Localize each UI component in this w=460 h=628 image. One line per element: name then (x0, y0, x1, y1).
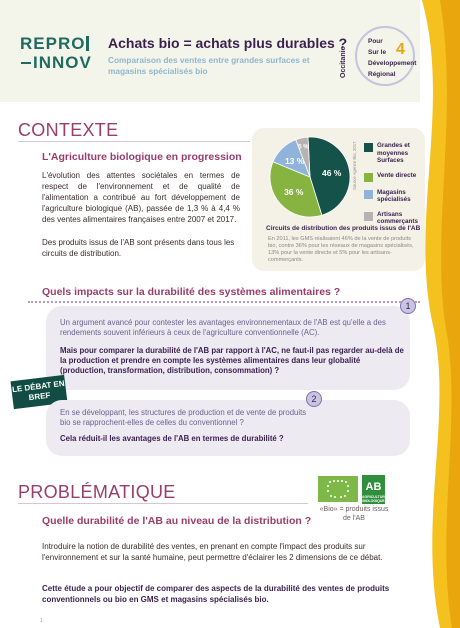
question-2-bold: Cela réduit-il les avantages de l'AB en termes de durabilité ? (60, 434, 284, 443)
logo-line-1: REPRO (20, 34, 86, 53)
pie-slice-label: 13 % (284, 156, 305, 167)
question-2-text: En se développant, les structures de production et de vente de produits bio se rapprochent-elles de celles du conventionnel ? (60, 408, 307, 427)
legend-label: Artisans commerçants (377, 210, 418, 225)
pie-slice-label: 5 % (298, 144, 309, 151)
question-1-text: Un argument avancé pour contester les avantages environnementaux de l'AB est qu'elle a des rendements souvent inférieurs à ceux de l'agriculture conventionnelle (AC). (60, 318, 386, 337)
contexte-heading: CONTEXTE (18, 120, 119, 140)
question-1-bold: Mais pour comparer la durabilité de l'AB par rapport à l'AC, ne faut-il pas regarder au-delà de la production et prendre en compte les systèmes alimentaires dans leur globalité (production, transformation, distribution, consommation) ? (60, 346, 404, 375)
chart-caption: En 2011, les GMS réalisaient 46% de la vente de produits bio, contre 36% pour les réseaux de magasins spécialisés, 13% pour la vente directe et 5% pour les artisans-commerçants. (268, 236, 414, 263)
legend-item (364, 172, 434, 182)
bio-caption: «Bio» = produits issus de l'AB (319, 506, 389, 522)
distribution-pie-chart (268, 135, 352, 219)
debat-heading: Quels impacts sur la durabilité des systèmes alimentaires ? (42, 286, 341, 298)
problematique-subheading: Quelle durabilité de l'AB au niveau de la distribution ? (42, 515, 312, 527)
contexte-subheading: L'Agriculture biologique en progression (42, 151, 242, 163)
debat-en-bref-badge: LE DÉBAT EN BREF (10, 375, 67, 409)
ab-logo-small-text: AGRICULTURE BIOLOGIQUE (362, 495, 388, 503)
dotted-divider (28, 301, 420, 303)
legend-label: Vente directe (377, 171, 417, 179)
page-subtitle: Comparaison des ventes entre grandes surfaces et magasins spécialisés bio (108, 55, 310, 76)
legend-swatch (364, 143, 373, 152)
question-number-2: 2 (306, 391, 322, 407)
problematique-intro: Introduire la notion de durabilité des ventes, en prenant en compte l'impact des produits sur l'environnement et sur la santé humaine, peut permettre d'éclairer les 2 dimensions de ce débat. (42, 542, 383, 562)
ab-logo-text: AB (365, 481, 382, 493)
pie-slice-label: 36 % (284, 186, 304, 197)
problematique-divider (18, 503, 308, 504)
psdr-line: Régional (368, 71, 396, 78)
contexte-divider (18, 141, 250, 142)
problematique-goal: Cette étude a pour objectif de comparer des aspects de la durabilité des ventes de produits conventionnels ou bio en GMS et magasins spécialisés bio. (42, 584, 390, 604)
page-number: 1 (40, 618, 43, 624)
contexte-paragraph-2: Des produits issus de l'AB sont présents dans tous les circuits de distribution. (42, 238, 235, 258)
psdr-side-label: Occitanie (340, 46, 347, 78)
eu-organic-leaf-icon (318, 476, 358, 502)
legend-label: Grandes et moyennes Surfaces (377, 142, 410, 164)
logo-line-2: INNOV (33, 53, 92, 72)
ab-label-icon (362, 475, 388, 504)
page-title: Achats bio = achats plus durables ? (108, 35, 348, 51)
psdr-line: Sur le (368, 49, 387, 56)
pie-slice-label: 46 % (321, 168, 342, 179)
question-number-1: 1 (400, 298, 416, 314)
legend-item (364, 189, 434, 204)
legend-swatch (364, 173, 373, 182)
legend-item (364, 211, 434, 226)
legend-swatch (364, 212, 373, 221)
chart-source: Source Agence Bio, 2017 (352, 141, 357, 190)
psdr-line: Pour (368, 38, 383, 45)
psdr-number: 4 (396, 41, 405, 58)
problematique-heading: PROBLÉMATIQUE (18, 482, 176, 502)
chart-legend (364, 142, 434, 233)
legend-label: Magasins spécialisés (377, 188, 411, 203)
psdr-line: Développement (368, 60, 417, 67)
legend-item (364, 142, 434, 165)
contexte-paragraph-1: L'évolution des attentes sociétales en termes de respect de l'environnement et de qualité de l'alimentation a contribué au fort développement de l'agriculture biologique (AB), passée de 1,3 % à 4,4 % des ventes alimentaires françaises entre 2007 et 2017. (42, 171, 240, 224)
repro-innov-logo (20, 34, 92, 72)
legend-swatch (364, 190, 373, 199)
chart-title: Circuits de distribution des produits issus de l'AB (266, 225, 421, 232)
